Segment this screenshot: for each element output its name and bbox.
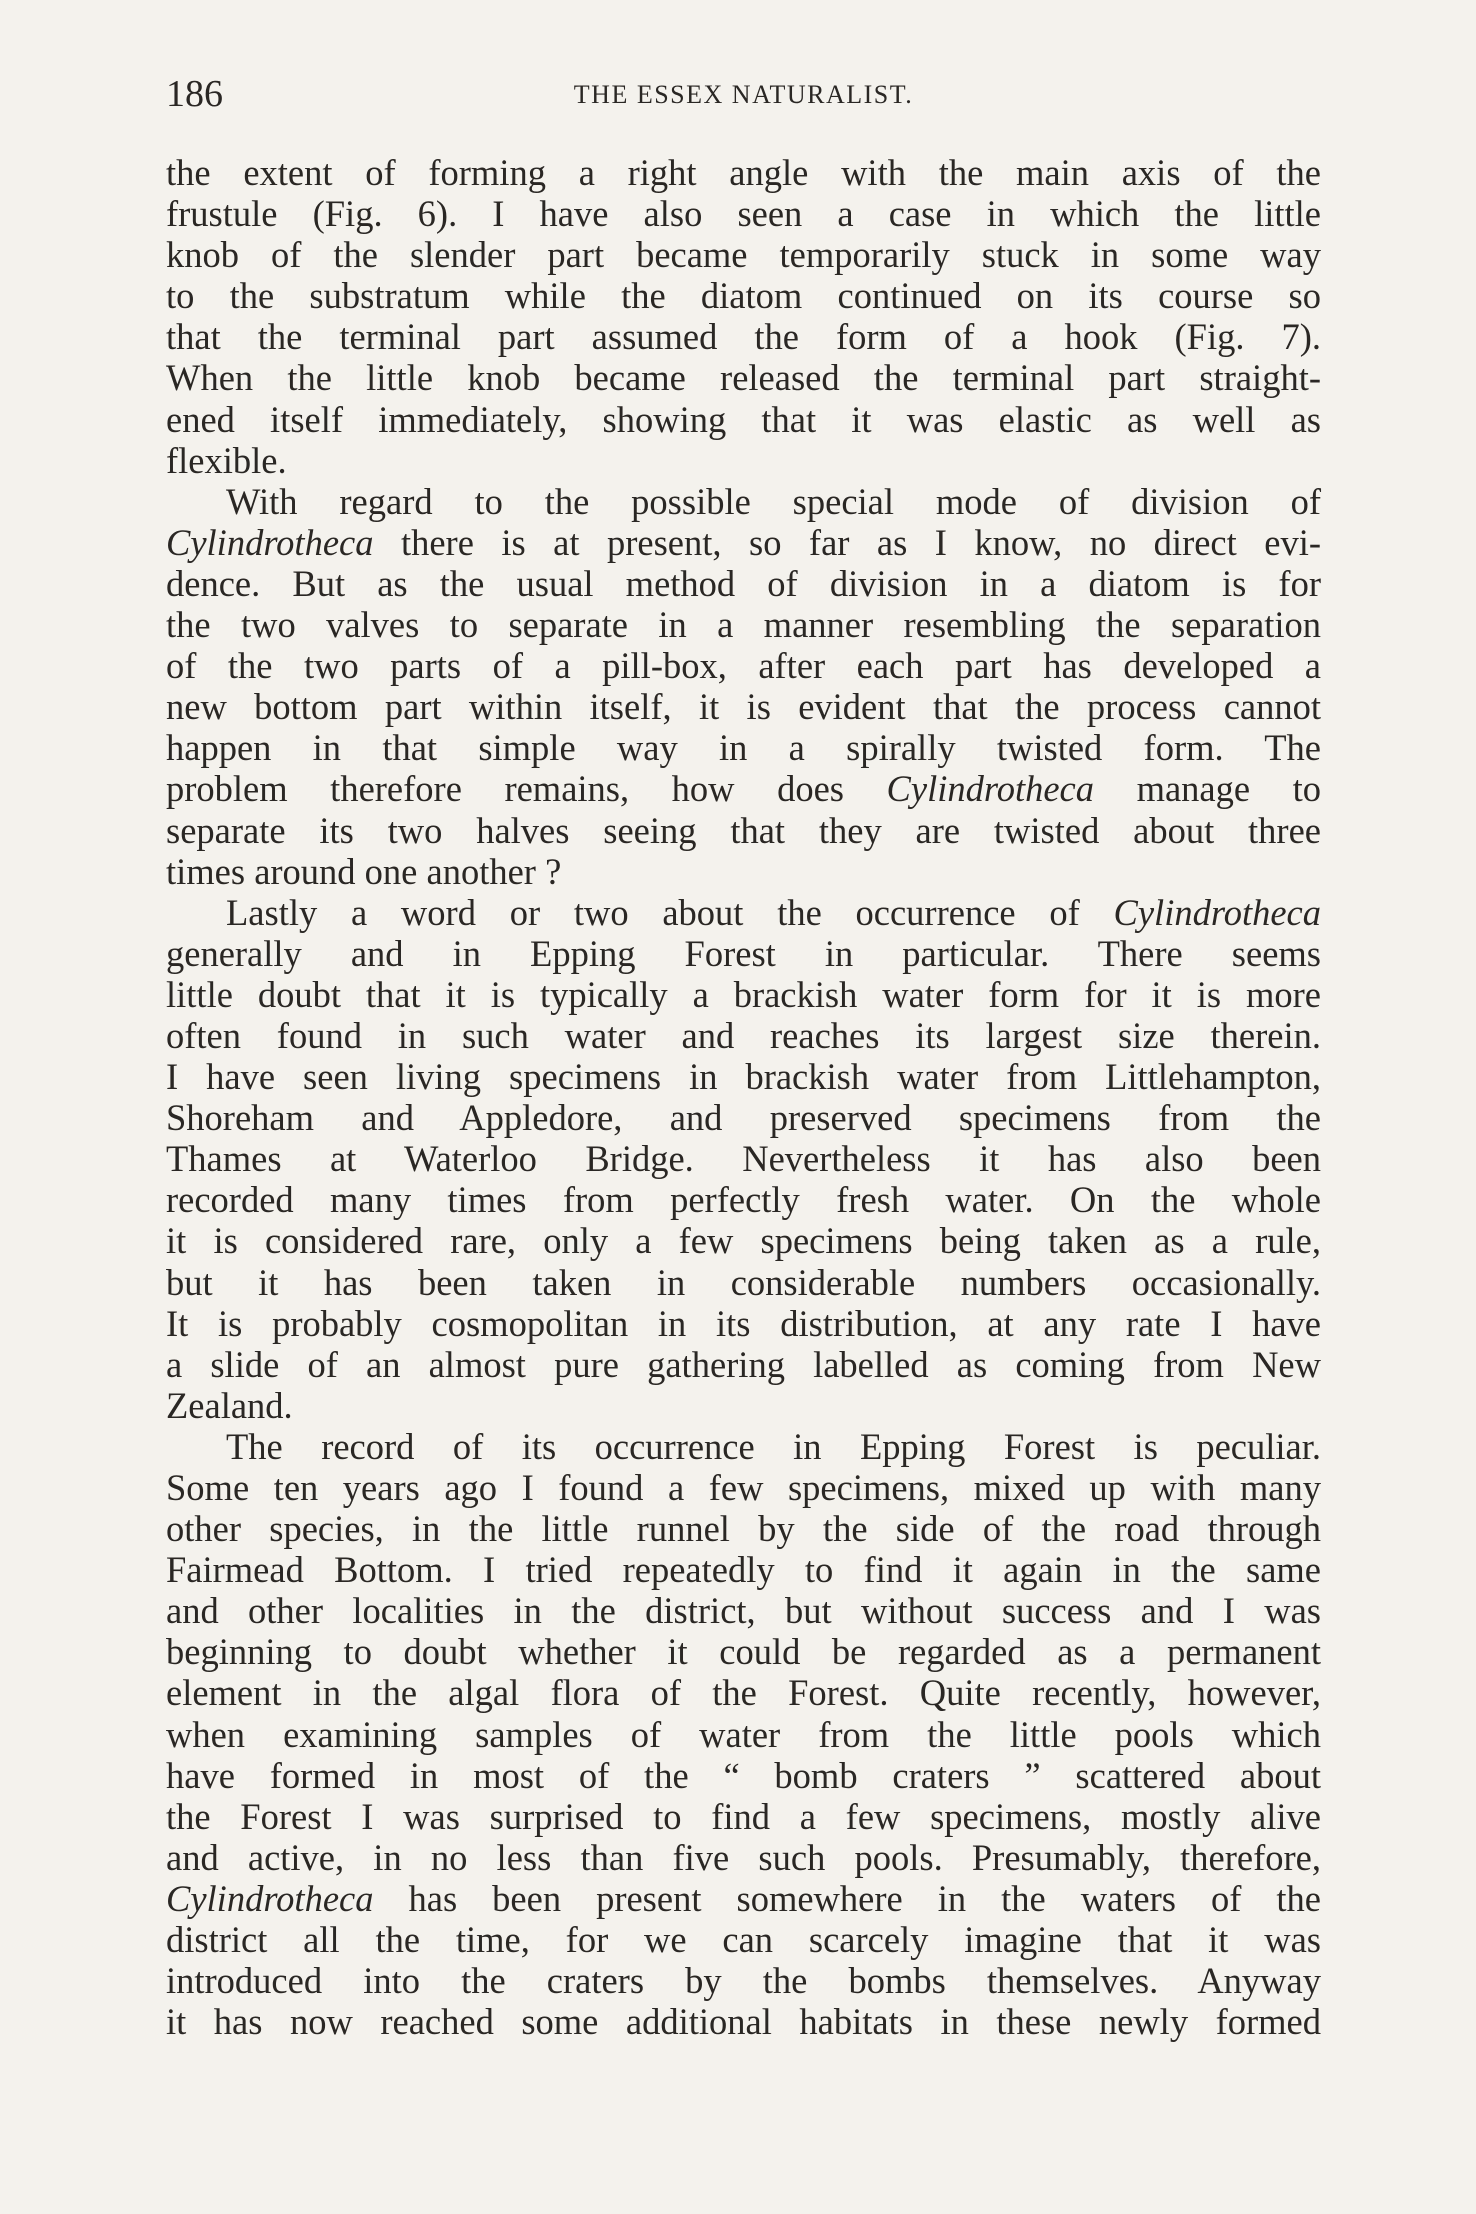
text-segment: there is at present, so far as I know, no direct evi- — [373, 521, 1321, 563]
text-line — [166, 399, 1321, 440]
text-line — [166, 1837, 1321, 1878]
text-line — [166, 1303, 1321, 1344]
text-segment: it is considered rare, only a few specimens being taken as a rule, — [166, 1220, 1321, 1262]
italic-text-segment: Cylindrotheca — [1113, 891, 1321, 933]
text-segment: introduced into the craters by the bombs themselves. Anyway — [166, 1960, 1321, 2002]
body-text — [166, 152, 1321, 2042]
text-segment: often found in such water and reaches its largest size therein. — [166, 1014, 1321, 1056]
text-line — [166, 275, 1321, 316]
italic-text-segment: Cylindrotheca — [886, 768, 1095, 810]
text-segment: element in the algal flora of the Forest. Quite recently, however, — [166, 1672, 1321, 1714]
italic-text-segment: Cylindrotheca — [166, 521, 374, 563]
text-line — [166, 1015, 1321, 1056]
text-segment: manage to — [1094, 768, 1321, 810]
text-segment: knob of the slender part became temporarily stuck in some way — [166, 234, 1321, 276]
text-segment: little doubt that it is typically a brackish water form for it is more — [166, 973, 1321, 1015]
text-line — [166, 1344, 1321, 1385]
text-line — [166, 604, 1321, 645]
text-segment: Shoreham and Appledore, and preserved specimens from the — [166, 1097, 1321, 1139]
italic-text-segment: Cylindrotheca — [166, 1877, 374, 1919]
text-line — [166, 1714, 1321, 1755]
text-line — [166, 686, 1321, 727]
text-line — [166, 1960, 1321, 2001]
text-segment: but it has been taken in considerable numbers occasionally. — [166, 1261, 1321, 1303]
text-segment: it has now reached some additional habitats in these newly formed — [166, 2001, 1321, 2043]
text-line — [166, 234, 1321, 275]
running-head — [166, 74, 1321, 114]
text-line — [166, 1878, 1321, 1919]
text-line — [166, 1796, 1321, 1837]
text-segment: recorded many times from perfectly fresh water. On the whole — [166, 1179, 1321, 1221]
text-line — [166, 645, 1321, 686]
text-segment: Fairmead Bottom. I tried repeatedly to find it again in the same — [166, 1549, 1321, 1591]
text-segment: to the substratum while the diatom continued on its course so — [166, 275, 1321, 317]
text-segment: generally and in Epping Forest in particular. There seems — [166, 932, 1321, 974]
text-segment: Thames at Waterloo Bridge. Nevertheless it has also been — [166, 1138, 1321, 1180]
text-line — [166, 440, 1321, 481]
text-segment: happen in that simple way in a spirally twisted form. The — [166, 727, 1321, 769]
text-segment: frustule (Fig. 6). I have also seen a case in which the little — [166, 193, 1321, 235]
text-line — [166, 1138, 1321, 1179]
text-segment: Some ten years ago I found a few specimens, mixed up with many — [166, 1467, 1321, 1508]
page-number: 186 — [166, 73, 223, 115]
text-segment: of the two parts of a pill-box, after each part has developed a — [166, 645, 1321, 687]
text-segment: the Forest I was surprised to find a few specimens, mostly alive — [166, 1795, 1321, 1837]
text-segment: Zealand. — [166, 1384, 293, 1426]
text-line — [166, 2001, 1321, 2042]
text-line — [166, 1590, 1321, 1631]
text-segment: beginning to doubt whether it could be regarded as a permanent — [166, 1631, 1321, 1673]
text-segment: have formed in most of the “ bomb craters ” scattered about — [166, 1754, 1321, 1796]
text-segment: when examining samples of water from the little pools which — [166, 1713, 1321, 1755]
text-line — [166, 1919, 1321, 1960]
text-segment: I have seen living specimens in brackish water from Littlehampton, — [166, 1056, 1321, 1098]
text-line — [166, 563, 1321, 604]
text-line — [166, 1179, 1321, 1220]
text-line — [166, 316, 1321, 357]
text-segment: other species, in the little runnel by the side of the road through — [166, 1508, 1321, 1550]
text-segment: and active, in no less than five such pools. Presumably, therefore, — [166, 1836, 1321, 1878]
text-segment: With regard to the possible special mode of division of — [226, 480, 1321, 522]
text-segment: separate its two halves seeing that they are twisted about three — [166, 809, 1321, 851]
text-line — [166, 1631, 1321, 1672]
text-segment: ened itself immediately, showing that it was elastic as well as — [166, 398, 1321, 440]
text-line — [166, 1549, 1321, 1590]
text-segment: problem therefore remains, how does — [166, 768, 887, 810]
text-line — [166, 1467, 1321, 1508]
text-segment: Lastly a word or two about the occurrence of — [226, 891, 1114, 933]
text-line — [166, 1097, 1321, 1138]
text-line — [166, 1426, 1321, 1467]
text-segment: that the terminal part assumed the form of a hook (Fig. 7). — [166, 316, 1321, 358]
text-line — [166, 727, 1321, 768]
text-line — [166, 357, 1321, 398]
text-line — [166, 1672, 1321, 1713]
text-line — [166, 810, 1321, 851]
text-segment: has been present somewhere in the waters of the — [373, 1877, 1321, 1919]
text-segment: It is probably cosmopolitan in its distribution, at any rate I have — [166, 1302, 1321, 1344]
text-line — [166, 1508, 1321, 1549]
text-segment: The record of its occurrence in Epping Forest is peculiar. — [226, 1425, 1321, 1467]
text-segment: dence. But as the usual method of division in a diatom is for — [166, 562, 1321, 604]
text-line — [166, 1220, 1321, 1261]
text-segment: When the little knob became released the terminal part straight- — [166, 357, 1321, 399]
text-line — [166, 974, 1321, 1015]
text-segment: the extent of forming a right angle with the main axis of the — [166, 152, 1321, 193]
text-segment: times around one another ? — [166, 850, 562, 892]
text-line — [166, 1755, 1321, 1796]
text-line — [166, 481, 1321, 522]
text-segment: a slide of an almost pure gathering labelled as coming from New — [166, 1343, 1321, 1385]
text-segment: new bottom part within itself, it is evident that the process cannot — [166, 686, 1321, 728]
journal-title: THE ESSEX NATURALIST. — [573, 80, 914, 109]
text-line — [166, 1056, 1321, 1097]
text-line — [166, 892, 1321, 933]
text-line — [166, 768, 1321, 809]
text-segment: flexible. — [166, 439, 287, 481]
text-segment: and other localities in the district, but without success and I was — [166, 1590, 1321, 1632]
text-line — [166, 1262, 1321, 1303]
text-line — [166, 851, 1321, 892]
text-line — [166, 522, 1321, 563]
text-line — [166, 1385, 1321, 1426]
text-segment: district all the time, for we can scarcely imagine that it was — [166, 1919, 1321, 1961]
text-line — [166, 152, 1321, 193]
text-line — [166, 933, 1321, 974]
text-line — [166, 193, 1321, 234]
text-segment: the two valves to separate in a manner resembling the separation — [166, 604, 1321, 646]
